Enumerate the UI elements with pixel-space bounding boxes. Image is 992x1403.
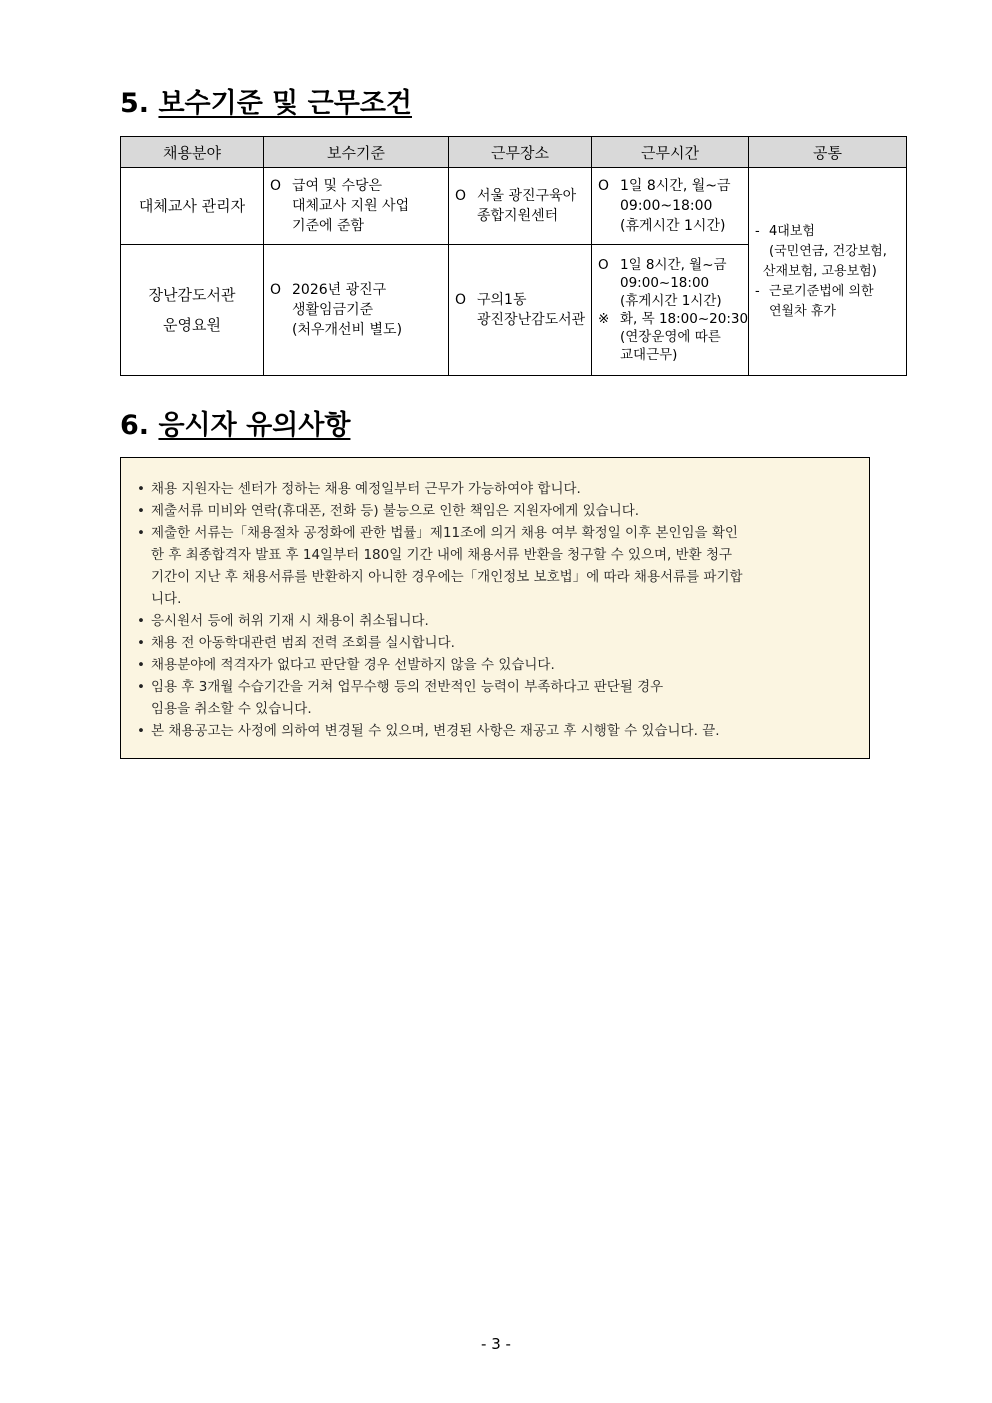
circle-bullet: O: [455, 292, 467, 308]
circle-bullet: O: [598, 178, 610, 194]
applicant-notice-box: [120, 457, 870, 759]
section-6-heading: [120, 412, 350, 439]
list-item: • 응시원서 등에 허위 기재 시 채용이 취소됩니다.: [135, 610, 861, 632]
row2-place: O 구의1동 광진장난감도서관: [449, 245, 592, 376]
row1-pay: O 급여 및 수당은 대체교사 지원 사업 기준에 준함: [264, 168, 449, 245]
row1-place: O 서울 광진구육아 종합지원센터: [449, 168, 592, 245]
compensation-table: [120, 136, 907, 376]
header-place: 근무장소: [449, 137, 592, 168]
dash-bullet: -: [755, 283, 760, 299]
table-header-row: [121, 137, 907, 168]
circle-bullet: O: [270, 282, 282, 298]
section-5-title: 보수기준 및 근무조건: [158, 88, 412, 119]
note-mark: ※: [598, 311, 610, 327]
section-6-number: 6.: [120, 410, 150, 441]
dash-bullet: -: [755, 223, 760, 239]
page-number: - 3 -: [481, 1335, 511, 1353]
list-item: • 임용 후 3개월 수습기간을 거쳐 업무수행 등의 전반적인 능력이 부족하다고 판단될 경우 임용을 취소할 수 있습니다.: [135, 676, 861, 720]
circle-bullet: O: [598, 257, 609, 273]
row2-hours: O 1일 8시간, 월~금 09:00~18:00 (휴게시간 1시간) ※ 화, 목 18:00~20:30 (연장운영에 따른 교대근무): [592, 245, 749, 376]
row1-field: 대체교사 관리자: [121, 168, 264, 245]
list-item: • 본 채용공고는 사정에 의하여 변경될 수 있으며, 변경된 사항은 재공고 후 시행할 수 있습니다. 끝.: [135, 720, 861, 742]
list-item: • 채용 지원자는 센터가 정하는 채용 예정일부터 근무가 가능하여야 합니다.: [135, 478, 861, 500]
row2-field: 장난감도서관 운영요원: [121, 245, 264, 376]
list-item: • 제출서류 미비와 연락(휴대폰, 전화 등) 불능으로 인한 책임은 지원자에게 있습니다.: [135, 500, 861, 522]
header-pay: 보수기준: [264, 137, 449, 168]
list-item: • 채용 전 아동학대관련 범죄 전력 조회를 실시합니다.: [135, 632, 861, 654]
section-5-number: 5.: [120, 88, 150, 119]
row1-hours: O 1일 8시간, 월~금 09:00~18:00 (휴게시간 1시간): [592, 168, 749, 245]
list-item: • 제출한 서류는「채용절차 공정화에 관한 법률」제11조에 의거 채용 여부 확정일 이후 본인임을 확인 한 후 최종합격자 발표 후 14일부터 180일 기간 내에 채용서류 반환을 청구할 수 있으며, 반환 청구 기간이 지난 후 채용서류를 반환하지 아니한 경우에는「개인정보 보호법」에 따라 채용서류를 파기합 니다.: [135, 522, 861, 610]
header-hours: 근무시간: [592, 137, 749, 168]
circle-bullet: O: [270, 178, 282, 194]
section-6-title: 응시자 유의사항: [158, 410, 351, 441]
section-5-heading: [120, 90, 412, 117]
table-row: [121, 168, 907, 245]
common-conditions: - 4대보험 (국민연금, 건강보험, 산재보험, 고용보험) - 근로기준법에 의한 연월차 휴가: [749, 168, 907, 376]
header-field: 채용분야: [121, 137, 264, 168]
list-item: • 채용분야에 적격자가 없다고 판단할 경우 선발하지 않을 수 있습니다.: [135, 654, 861, 676]
notice-list: [135, 478, 861, 742]
row2-pay: O 2026년 광진구 생활임금기준 (처우개선비 별도): [264, 245, 449, 376]
header-common: 공통: [749, 137, 907, 168]
circle-bullet: O: [455, 188, 467, 204]
